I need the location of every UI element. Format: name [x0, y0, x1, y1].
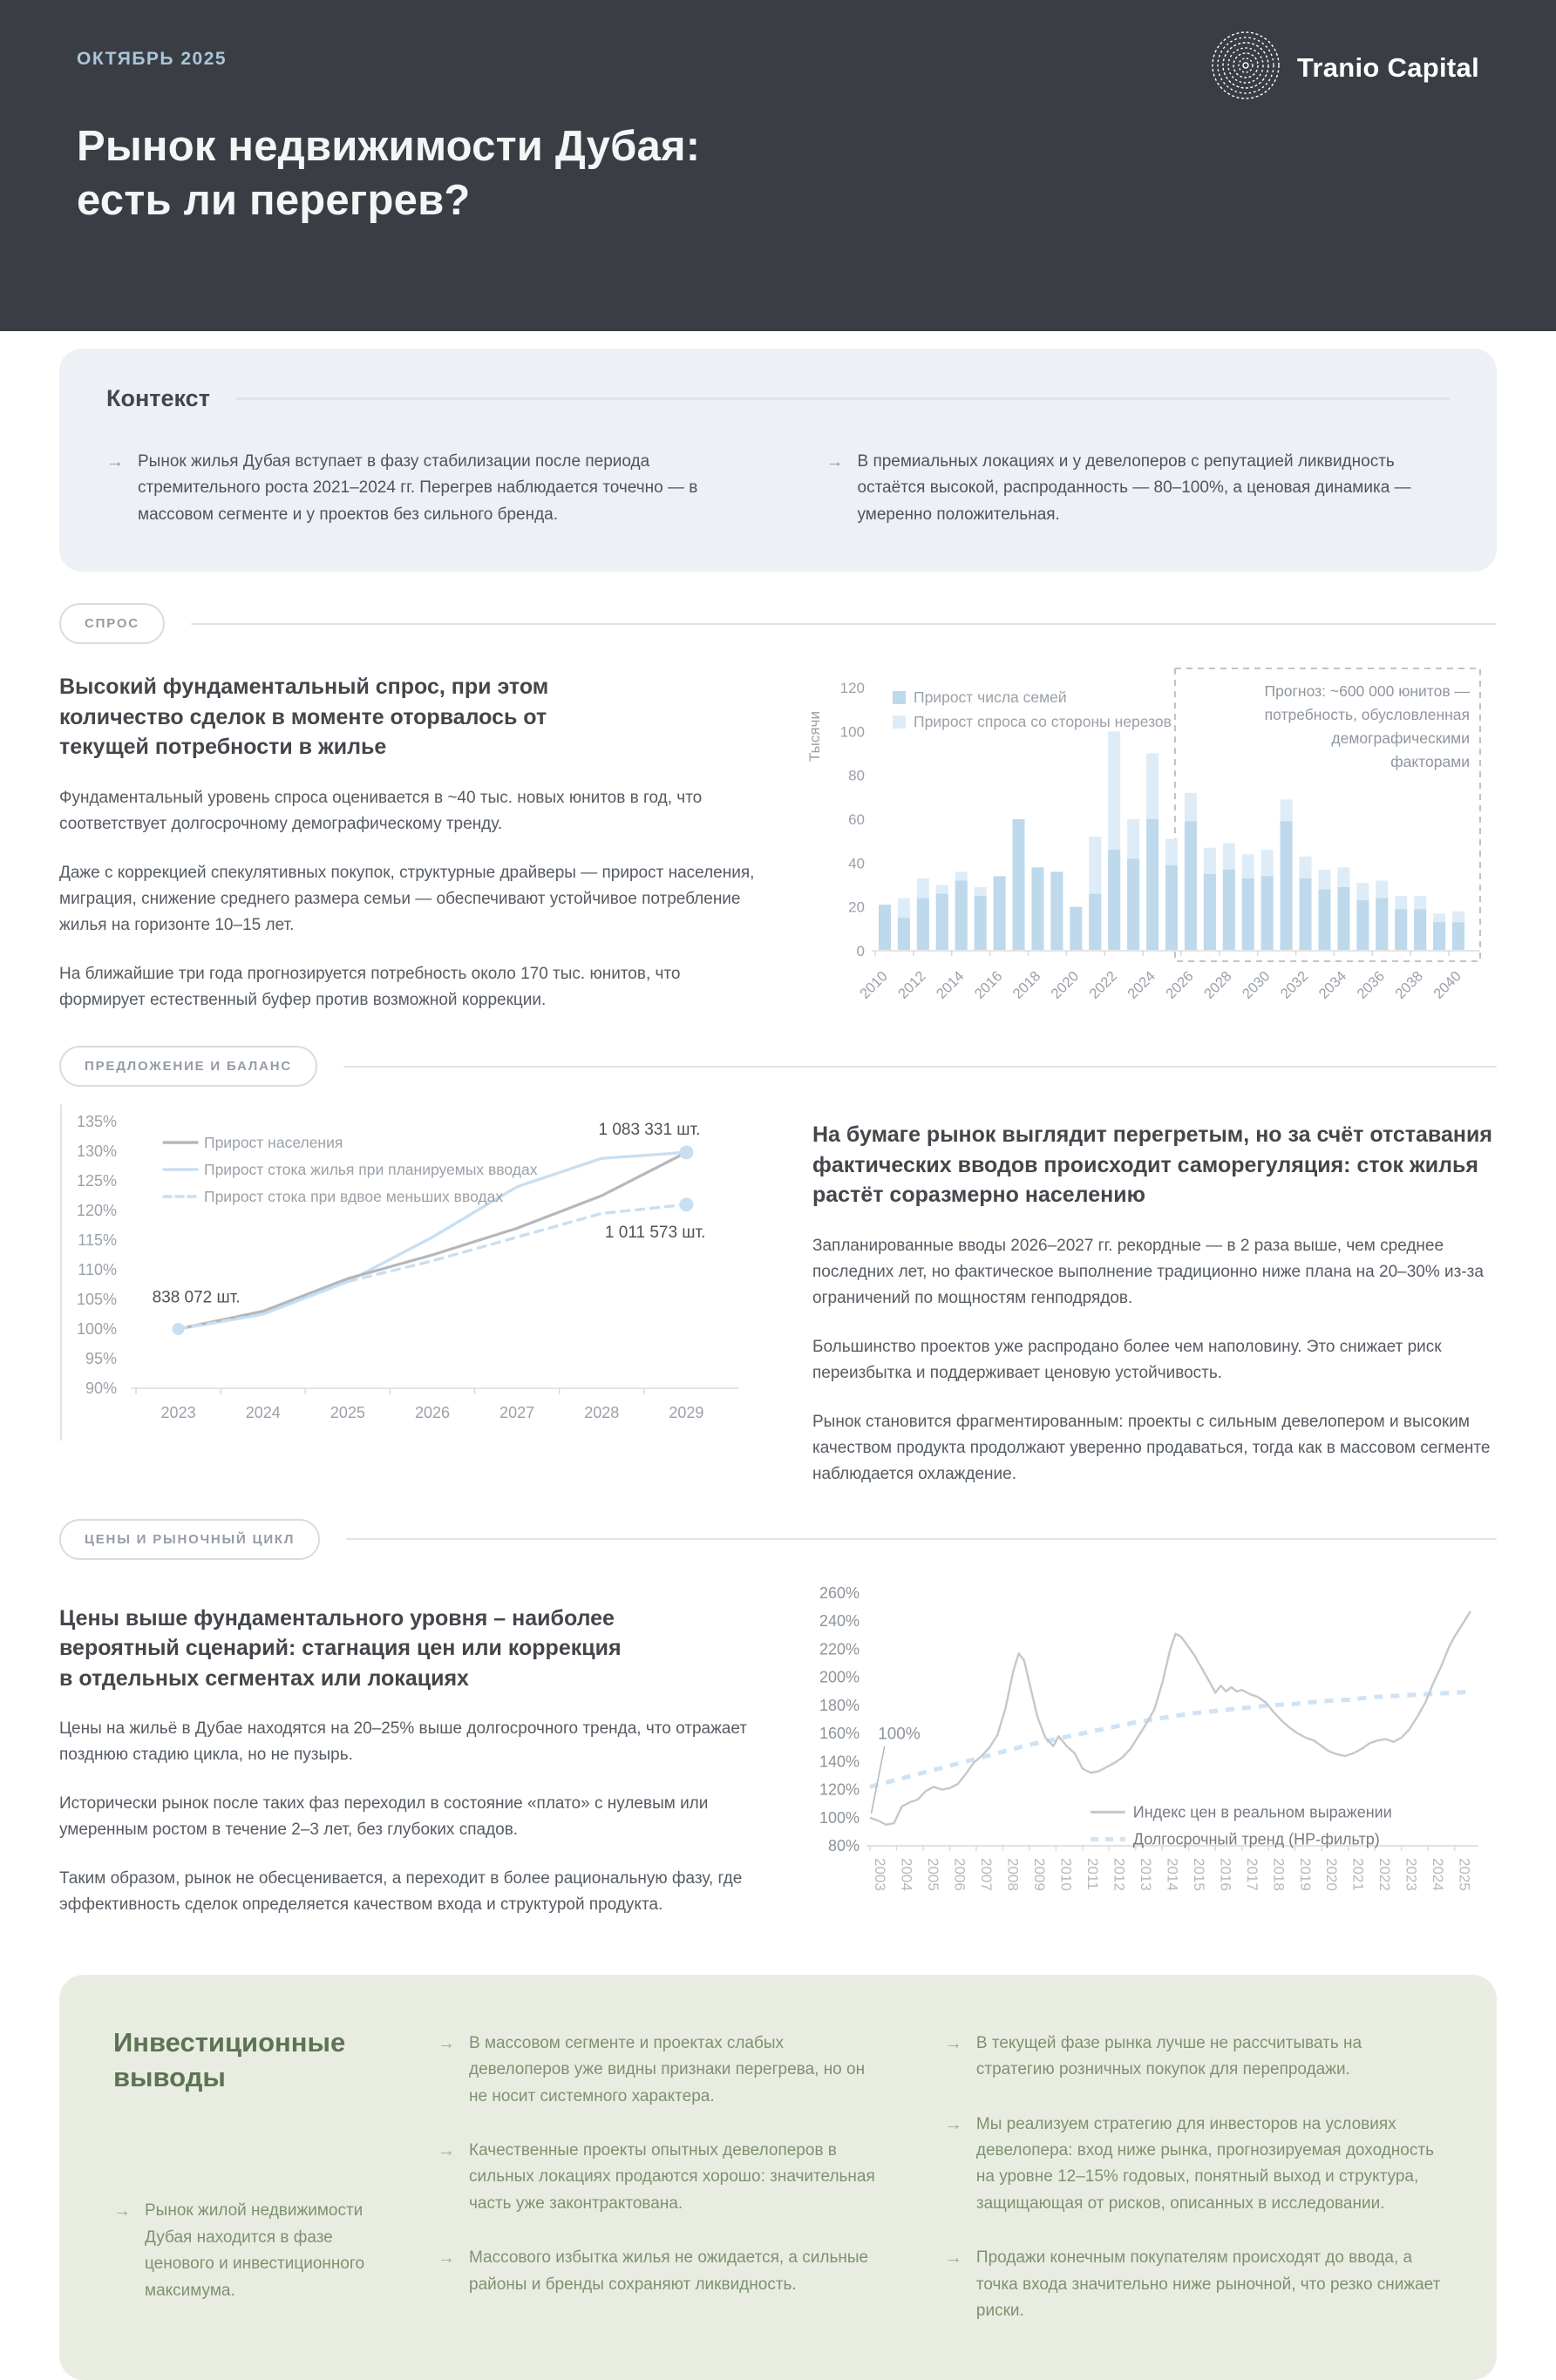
svg-text:40: 40 — [848, 855, 865, 872]
svg-text:2036: 2036 — [1354, 968, 1389, 1002]
arrow-icon: → — [438, 2248, 455, 2268]
svg-text:2024: 2024 — [1430, 1857, 1447, 1891]
bullet-text: В премиальных локациях и у девелоперов с репутацией ликвидность остаётся высокой, распроданность — 80–100%, а ценовая динамика — умеренно положительная. — [857, 452, 1411, 524]
bullet-text: Качественные проекты опытных девелоперов в сильных локациях продаются хорошо: значительная часть уже законтрактована. — [469, 2140, 875, 2213]
svg-text:2013: 2013 — [1137, 1857, 1154, 1891]
svg-text:120%: 120% — [819, 1780, 860, 1799]
svg-text:2016: 2016 — [971, 968, 1006, 1002]
page-title — [77, 120, 1479, 227]
svg-text:2020: 2020 — [1323, 1857, 1341, 1891]
section-tag-prices: ЦЕНЫ И РЫНОЧНЫЙ ЦИКЛ — [59, 1519, 320, 1560]
svg-text:2012: 2012 — [1111, 1857, 1128, 1891]
svg-text:115%: 115% — [78, 1231, 117, 1250]
svg-text:60: 60 — [848, 811, 865, 829]
svg-text:260%: 260% — [819, 1583, 860, 1602]
list-item — [113, 2198, 375, 2304]
svg-text:2038: 2038 — [1392, 968, 1426, 1002]
svg-text:0: 0 — [856, 943, 865, 960]
list-item — [826, 449, 1451, 528]
svg-text:Прирост числа семей: Прирост числа семей — [914, 688, 1067, 707]
price-cycle-chart — [786, 1574, 1510, 1949]
list-item — [438, 2031, 882, 2110]
prices-paragraph: Цены на жильё в Дубае находятся на 20–25% выше долгосрочного тренда, что отражает позднюю стадию цикла, но не пузырь. — [59, 1719, 747, 1765]
svg-text:2022: 2022 — [1376, 1857, 1394, 1891]
svg-text:80: 80 — [848, 767, 865, 784]
svg-text:130%: 130% — [76, 1143, 117, 1161]
svg-text:2007: 2007 — [977, 1857, 995, 1891]
svg-text:Прирост стока при вдвое меньши: Прирост стока при вдвое меньших вводах — [204, 1188, 504, 1206]
svg-text:2023: 2023 — [160, 1404, 196, 1422]
svg-text:1 083 331 шт.: 1 083 331 шт. — [598, 1121, 701, 1140]
svg-text:2004: 2004 — [898, 1857, 915, 1891]
svg-text:100%: 100% — [76, 1320, 117, 1339]
report-date: ОКТЯБРЬ 2025 — [77, 49, 228, 69]
svg-text:2021: 2021 — [1349, 1857, 1367, 1891]
svg-text:2023: 2023 — [1403, 1857, 1420, 1891]
supply-heading: На бумаге рынок выглядит перегретым, но за счёт отставания фактических вводов происходит саморегуляция: сток жилья растёт соразмерно населению — [812, 1122, 1492, 1208]
prices-text-column — [59, 1574, 748, 1949]
conclusions-card — [59, 1975, 1497, 2380]
supply-line-chart — [59, 1099, 774, 1488]
svg-text:2026: 2026 — [1163, 968, 1197, 1002]
svg-text:90%: 90% — [85, 1380, 117, 1398]
svg-text:Прирост стока жилья при планир: Прирост стока жилья при планируемых вводах — [204, 1161, 538, 1179]
prices-paragraph: Исторически рынок после таких фаз переходил в состояние «плато» с нулевым или умеренным ростом в течение 2–3 лет, без глубоких спадов. — [59, 1794, 709, 1840]
svg-text:Индекс цен в реальном выражени: Индекс цен в реальном выражении — [1132, 1803, 1392, 1821]
arrow-icon: → — [438, 2140, 455, 2160]
svg-text:135%: 135% — [76, 1113, 117, 1131]
svg-text:838 072 шт.: 838 072 шт. — [152, 1288, 241, 1307]
svg-text:2024: 2024 — [245, 1404, 281, 1422]
arrow-icon: → — [826, 452, 844, 471]
svg-text:2020: 2020 — [1048, 968, 1083, 1002]
svg-text:2019: 2019 — [1296, 1857, 1314, 1891]
arrow-icon: → — [944, 2248, 962, 2268]
svg-text:2010: 2010 — [1057, 1857, 1075, 1891]
svg-text:2014: 2014 — [1164, 1857, 1181, 1891]
svg-text:потребность, обусловленная: потребность, обусловленная — [1264, 706, 1470, 724]
demand-text-column — [59, 658, 757, 1014]
demand-paragraph: На ближайшие три года прогнозируется потребность около 170 тыс. юнитов, что формирует естественный буфер против возможной коррекции. — [59, 964, 681, 1009]
svg-text:100: 100 — [839, 723, 865, 741]
supply-section-header — [59, 1046, 1497, 1087]
svg-text:2018: 2018 — [1009, 968, 1044, 1002]
svg-text:2025: 2025 — [1456, 1857, 1473, 1891]
prices-paragraph: Таким образом, рынок не обесценивается, а переходит в более рациональную фазу, где эффективность сделок определяется качеством входа и структурой продукта. — [59, 1869, 743, 1915]
svg-text:2015: 2015 — [1190, 1857, 1207, 1891]
section-tag-supply: ПРЕДЛОЖЕНИЕ И БАЛАНС — [59, 1046, 317, 1087]
svg-text:20: 20 — [848, 898, 865, 916]
svg-text:Прогноз: ~600 000 юнитов —: Прогноз: ~600 000 юнитов — — [1264, 682, 1470, 701]
brand-name: Tranio Capital — [1296, 51, 1479, 83]
svg-text:2028: 2028 — [584, 1404, 620, 1422]
svg-text:демографическими: демографическими — [1331, 729, 1470, 748]
bullet-text: В массовом сегменте и проектах слабых девелоперов уже видны признаки перегрева, но он не носит системного характера. — [469, 2033, 866, 2105]
svg-text:факторами: факторами — [1390, 753, 1470, 771]
svg-text:2003: 2003 — [872, 1857, 888, 1891]
bullet-text: Мы реализуем стратегию для инвесторов на условиях девелопера: вход ниже рынка, прогнозируемая доходность на уровне 12–15% годовых, понятный выход и структура, защищающая от рисков, описанных в исследовании. — [975, 2114, 1434, 2213]
conclusions-col3 — [945, 2025, 1443, 2325]
svg-text:100%: 100% — [878, 1725, 921, 1744]
svg-text:220%: 220% — [819, 1640, 860, 1658]
demand-section — [59, 658, 1497, 1014]
divider-line — [191, 623, 1497, 625]
svg-text:2011: 2011 — [1084, 1857, 1101, 1890]
arrow-icon: → — [113, 2201, 131, 2221]
svg-text:2018: 2018 — [1270, 1857, 1288, 1891]
list-item — [106, 449, 730, 528]
divider-line — [343, 1066, 1497, 1068]
svg-text:2034: 2034 — [1315, 968, 1350, 1002]
svg-text:2005: 2005 — [924, 1857, 941, 1891]
tranio-logo-icon — [1210, 30, 1281, 105]
context-title: Контекст — [106, 385, 210, 411]
divider-line — [346, 1538, 1497, 1540]
svg-text:2017: 2017 — [1243, 1857, 1260, 1891]
svg-text:120%: 120% — [76, 1202, 117, 1220]
supply-paragraph: Большинство проектов уже распродано более чем наполовину. Это снижает риск переизбытка и поддерживает ценовую устойчивость. — [812, 1337, 1442, 1382]
conclusions-col1 — [113, 2025, 375, 2325]
svg-text:160%: 160% — [819, 1724, 860, 1742]
svg-text:125%: 125% — [76, 1172, 117, 1190]
conclusions-col2 — [438, 2025, 882, 2325]
svg-text:2009: 2009 — [1030, 1857, 1048, 1891]
bullet-text: Массового избытка жилья не ожидается, а сильные районы и бренды сохраняют ликвидность. — [469, 2248, 869, 2294]
bullet-text: Продажи конечным покупателям происходят до ввода, а точка входа значительно ниже рыночной, что резко снижает риски. — [975, 2248, 1441, 2320]
svg-text:2030: 2030 — [1239, 968, 1274, 1002]
svg-text:2008: 2008 — [1004, 1857, 1022, 1891]
svg-text:2006: 2006 — [951, 1857, 968, 1891]
context-card — [59, 349, 1497, 572]
svg-text:100%: 100% — [819, 1808, 860, 1827]
svg-text:140%: 140% — [819, 1753, 860, 1771]
svg-text:95%: 95% — [85, 1350, 117, 1368]
context-header — [106, 385, 1450, 412]
svg-text:2029: 2029 — [669, 1404, 704, 1422]
header — [0, 0, 1556, 331]
list-item — [945, 2031, 1443, 2084]
supply-section — [59, 1099, 1497, 1488]
prices-heading: Цены выше фундаментального уровня – наиболее вероятный сценарий: стагнация цен или коррекция в отдельных сегментах или локациях — [59, 1605, 622, 1691]
arrow-icon: → — [438, 2033, 455, 2053]
demand-heading: Высокий фундаментальный спрос, при этом количество сделок в моменте оторвалось от текущей потребности в жилье — [59, 675, 549, 760]
svg-text:2022: 2022 — [1086, 968, 1121, 1002]
svg-text:110%: 110% — [78, 1261, 117, 1279]
demand-paragraph: Фундаментальный уровень спроса оценивается в ~40 тыс. новых юнитов в год, что соответствует долгосрочному демографическому тренду. — [59, 788, 703, 833]
conclusions-title-line2: выводы — [113, 2062, 226, 2093]
svg-text:120: 120 — [839, 680, 865, 697]
svg-text:2040: 2040 — [1430, 968, 1464, 1002]
page-title-line1: Рынок недвижимости Дубая: — [77, 123, 701, 170]
svg-text:2016: 2016 — [1217, 1857, 1234, 1891]
svg-text:105%: 105% — [76, 1291, 117, 1309]
svg-text:1 011 573 шт.: 1 011 573 шт. — [604, 1224, 706, 1243]
demand-bar-chart — [795, 658, 1497, 1014]
svg-text:2014: 2014 — [933, 968, 968, 1002]
supply-paragraph: Запланированные вводы 2026–2027 гг. рекордные — в 2 раза выше, чем среднее последних лет, но фактическое выполнение традиционно ниже плана на 20–30% из-за ограничений по мощностям генподрядов. — [812, 1236, 1484, 1307]
arrow-icon: → — [106, 452, 124, 471]
svg-text:Долгосрочный тренд (HP-фильтр): Долгосрочный тренд (HP-фильтр) — [1132, 1830, 1380, 1848]
bullet-text: Рынок жилья Дубая вступает в фазу стабилизации после периода стремительного роста 2021–2024 гг. Перегрев наблюдается точечно — в массовом сегменте и у проектов без сильного бренда. — [138, 452, 698, 524]
svg-text:180%: 180% — [819, 1696, 860, 1714]
svg-text:2024: 2024 — [1125, 968, 1159, 1002]
supply-paragraph: Рынок становится фрагментированным: проекты с сильным девелопером и высоким качеством продукта продолжают уверенно продаваться, тогда как в массовом сегменте наблюдается охлаждение. — [812, 1412, 1491, 1483]
svg-text:2010: 2010 — [857, 968, 891, 1002]
svg-text:240%: 240% — [819, 1612, 860, 1631]
arrow-icon: → — [944, 2033, 962, 2053]
svg-text:2012: 2012 — [894, 968, 929, 1002]
prices-section — [59, 1574, 1497, 1949]
svg-text:80%: 80% — [827, 1836, 860, 1855]
page-title-line2: есть ли перегрев? — [77, 176, 471, 224]
prices-section-header — [59, 1519, 1497, 1560]
svg-text:2025: 2025 — [330, 1404, 365, 1422]
brand-logo — [1210, 30, 1479, 105]
demand-paragraph: Даже с коррекцией спекулятивных покупок, структурные драйверы — прирост населения, миграция, снижение среднего размера семьи — обеспечивают устойчивое потребление жилья на горизонте 10–15 лет. — [59, 863, 755, 934]
svg-text:200%: 200% — [819, 1668, 860, 1686]
list-item — [945, 2245, 1443, 2324]
svg-text:2032: 2032 — [1277, 968, 1312, 1002]
list-item — [438, 2245, 882, 2298]
svg-text:2026: 2026 — [414, 1404, 451, 1422]
conclusions-title — [113, 2025, 375, 2096]
bullet-text: В текущей фазе рынка лучше не рассчитывать на стратегию розничных покупок для перепродажи. — [975, 2033, 1362, 2079]
svg-text:2027: 2027 — [499, 1404, 535, 1422]
demand-section-header — [59, 603, 1497, 644]
section-tag-demand: СПРОС — [59, 603, 165, 644]
svg-text:Прирост населения: Прирост населения — [204, 1134, 343, 1152]
context-bullets — [106, 449, 1450, 528]
svg-text:Прирост спроса со стороны нере: Прирост спроса со стороны нерезов — [914, 713, 1172, 731]
bullet-text: Рынок жилой недвижимости Дубая находится в фазе ценового и инвестиционного максимума. — [145, 2201, 365, 2300]
list-item — [438, 2138, 882, 2217]
svg-text:Тысячи: Тысячи — [806, 711, 823, 763]
supply-text-column — [812, 1099, 1497, 1488]
svg-text:2028: 2028 — [1200, 968, 1235, 1002]
arrow-icon: → — [944, 2114, 962, 2134]
conclusions-title-line1: Инвестиционные — [113, 2026, 346, 2058]
divider-line — [236, 397, 1450, 400]
